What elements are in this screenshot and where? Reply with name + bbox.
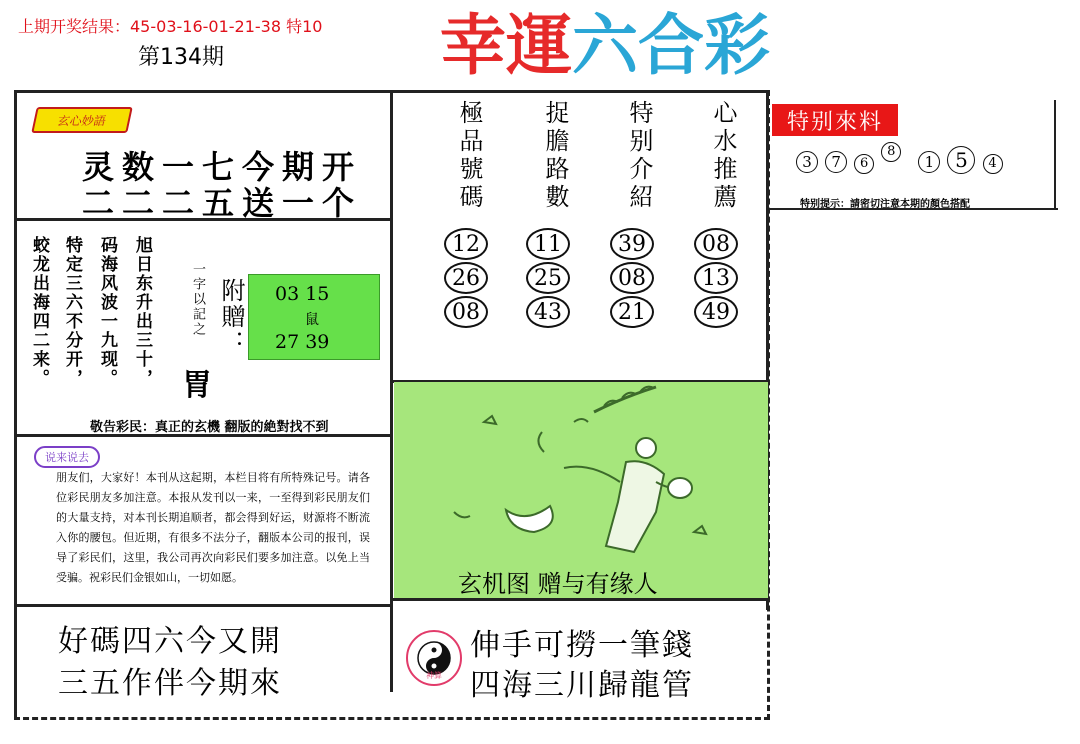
special-number: 3	[796, 151, 818, 173]
verse-column-4: 蛟龙出海四二来。	[29, 236, 49, 388]
bottom-left-line-1: 好碼四六今又開	[58, 624, 282, 659]
warning-text: 敬告彩民：真正的玄機 翻版的絶對找不到	[90, 420, 329, 435]
title-char-2: 運	[506, 6, 572, 84]
divider-center	[390, 92, 393, 692]
number-cell: 39	[610, 228, 654, 260]
number-cell: 49	[694, 296, 738, 328]
mystic-badge: 玄心妙語	[31, 107, 133, 133]
title-char-3: 六	[572, 6, 638, 84]
title-char-1: 幸	[440, 6, 506, 84]
special-number: 1	[918, 151, 940, 173]
column-head-2: 捉膽路數	[541, 100, 569, 212]
special-badge: 特别來料	[772, 104, 898, 136]
bottom-left-line-2: 三五作伴今期來	[58, 666, 282, 701]
special-number: 8	[881, 142, 901, 162]
special-number: 5	[947, 146, 975, 174]
gift-row-1: 03 15	[275, 283, 330, 305]
last-result-text: 上期开奖结果：45-03-16-01-21-38 特10	[18, 17, 323, 36]
verse-column-2: 码海风波一九现。	[97, 236, 117, 388]
yinyang-seal	[406, 630, 462, 686]
seal-text: 神算	[426, 671, 442, 680]
number-cell: 12	[444, 228, 488, 260]
gift-zodiac: 鼠	[305, 312, 319, 328]
column-head-4: 心水推薦	[709, 100, 737, 212]
verse-column-1: 旭日东升出三十，	[132, 236, 152, 388]
verse-small-note: 一字以記之	[190, 262, 205, 337]
special-numbers	[796, 146, 1005, 174]
fuzeng-label: 附贈：	[217, 278, 245, 356]
number-cell: 25	[526, 262, 570, 294]
special-number: 4	[983, 154, 1003, 174]
gift-row-2: 27 39	[275, 331, 330, 353]
special-number: 6	[854, 154, 874, 174]
number-cell: 13	[694, 262, 738, 294]
zodiac-char: 胃	[182, 368, 212, 403]
number-cell: 43	[526, 296, 570, 328]
title-char-5: 彩	[704, 6, 770, 84]
number-cell: 26	[444, 262, 488, 294]
column-head-1: 極品號碼	[455, 100, 483, 212]
number-cell: 21	[610, 296, 654, 328]
number-cell: 08	[694, 228, 738, 260]
page-title	[440, 2, 860, 88]
number-cell: 11	[526, 228, 570, 260]
bottom-right-line-1: 伸手可撈一筆錢	[470, 628, 694, 663]
verse-column-3: 特定三六不分开，	[62, 236, 82, 388]
picture-caption: 玄机图 赠与有缘人	[458, 570, 658, 598]
special-number: 7	[825, 151, 847, 173]
bottom-right-line-2: 四海三川歸龍管	[470, 668, 694, 703]
announcement-text: 朋友们，大家好！本刊从这起期，本栏目将有所特殊记号。请各位彩民朋友多加注意。本报从发刊以一来，一至得到彩民朋友们的大量支持，对本刊长期追顺者，都会得到好运，财源将不断流入你的腰包。但近期，有很多不法分子，翻版本公司的报刊，误导了彩民们，这里，我公司再次向彩民们要多加注意。以免上当受骗。祝彩民们金银如山，一切如愿。	[56, 471, 370, 584]
divider-special-right	[1054, 100, 1056, 208]
divider-bottom-left	[16, 604, 390, 607]
poem-line-2: 二二二五送一个	[82, 184, 363, 222]
gift-number-box	[248, 274, 380, 360]
column-head-3: 特别介紹	[625, 100, 653, 212]
special-tip: 特别提示：請密切注意本期的顏色搭配	[800, 199, 970, 210]
number-cell: 08	[444, 296, 488, 328]
announcement-badge: 说来说去	[34, 446, 100, 468]
issue-number: 第134期	[138, 45, 224, 70]
title-char-4: 合	[638, 6, 704, 84]
number-cell: 08	[610, 262, 654, 294]
poem-line-1: 灵数一七今期开	[82, 148, 363, 186]
